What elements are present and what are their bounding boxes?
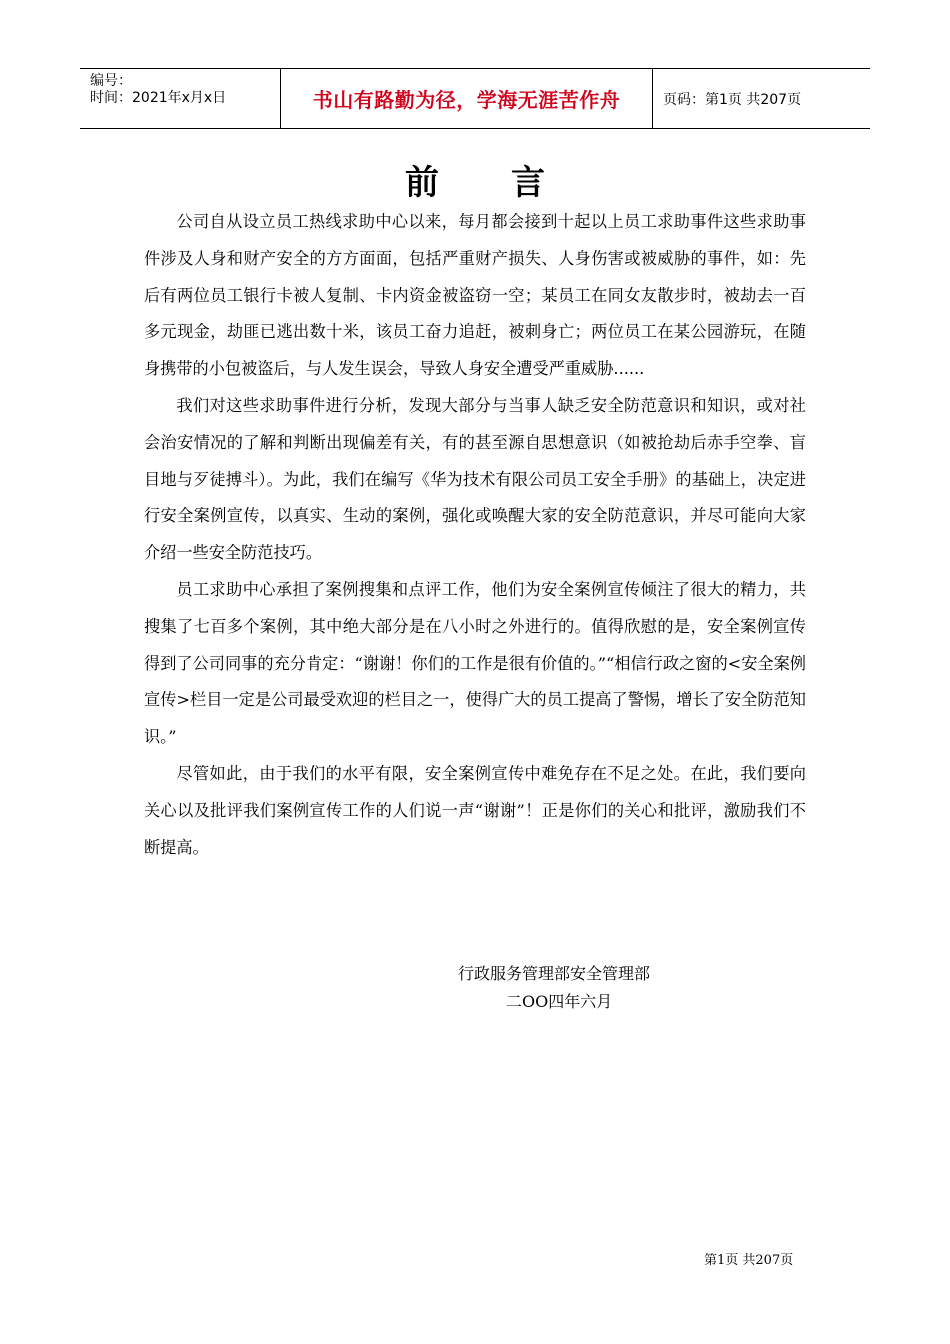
page-title: 前言 — [405, 163, 617, 203]
header-page-info: 页码：第1页 共207页 — [663, 91, 802, 108]
header-motto: 书山有路勤为径，学海无涯苦作舟 — [281, 69, 653, 128]
paragraph-2: 我们对这些求助事件进行分析，发现大部分与当事人缺乏安全防范意识和知识，或对社会治安情况的了解和判断出现偏差有关，有的甚至源自思想意识（如被抢劫后赤手空拳、盲目地与歹徒搏斗）。为此，我们在编写《华为技术有限公司员工安全手册》的基础上，决定进行安全案例宣传，以真实、生动的案例，强化或唤醒大家的安全防范意识，并尽可能向大家介绍一些安全防范技巧。 — [144, 395, 806, 563]
paragraph-4: 尽管如此，由于我们的水平有限，安全案例宣传中难免存在不足之处。在此，我们要向关心以及批评我们案例宣传工作的人们说一声“谢谢”！正是你们的关心和批评，激励我们不断提高。 — [144, 763, 806, 857]
page-footer: 第1页 共207页 — [704, 1253, 794, 1268]
signature-department: 行政服务管理部安全管理部 — [458, 964, 651, 983]
document-body — [144, 204, 806, 866]
signature-block — [458, 960, 650, 1016]
header-meta-cell — [80, 69, 281, 128]
document-header — [80, 68, 870, 129]
paragraph-1: 公司自从设立员工热线求助中心以来，每月都会接到十起以上员工求助事件这些求助事件涉及人身和财产安全的方方面面，包括严重财产损失、人身伤害或被威胁的事件，如：先后有两位员工银行卡被人复制、卡内资金被盗窃一空；某员工在同女友散步时，被劫去一百多元现金，劫匪已逃出数十米，该员工奋力追赶，被刺身亡；两位员工在某公园游玩，在随身携带的小包被盗后，与人发生误会，导致人身安全遭受严重威胁...... — [144, 212, 806, 379]
signature-date: 二OO四年六月 — [506, 992, 613, 1011]
number-label: 编号： — [90, 73, 132, 89]
time-label: 时间：2021年x月x日 — [90, 90, 227, 106]
paragraph-3: 员工求助中心承担了案例搜集和点评工作，他们为安全案例宣传倾注了很大的精力，共搜集了七百多个案例，其中绝大部分是在八小时之外进行的。值得欣慰的是，安全案例宣传得到了公司同事的充分肯定：“谢谢！你们的工作是很有价值的。”“相信行政之窗的<安全案例宣传>栏目一定是公司最受欢迎的栏目之一，使得广大的员工提高了警惕，增长了安全防范知识。” — [144, 579, 806, 747]
